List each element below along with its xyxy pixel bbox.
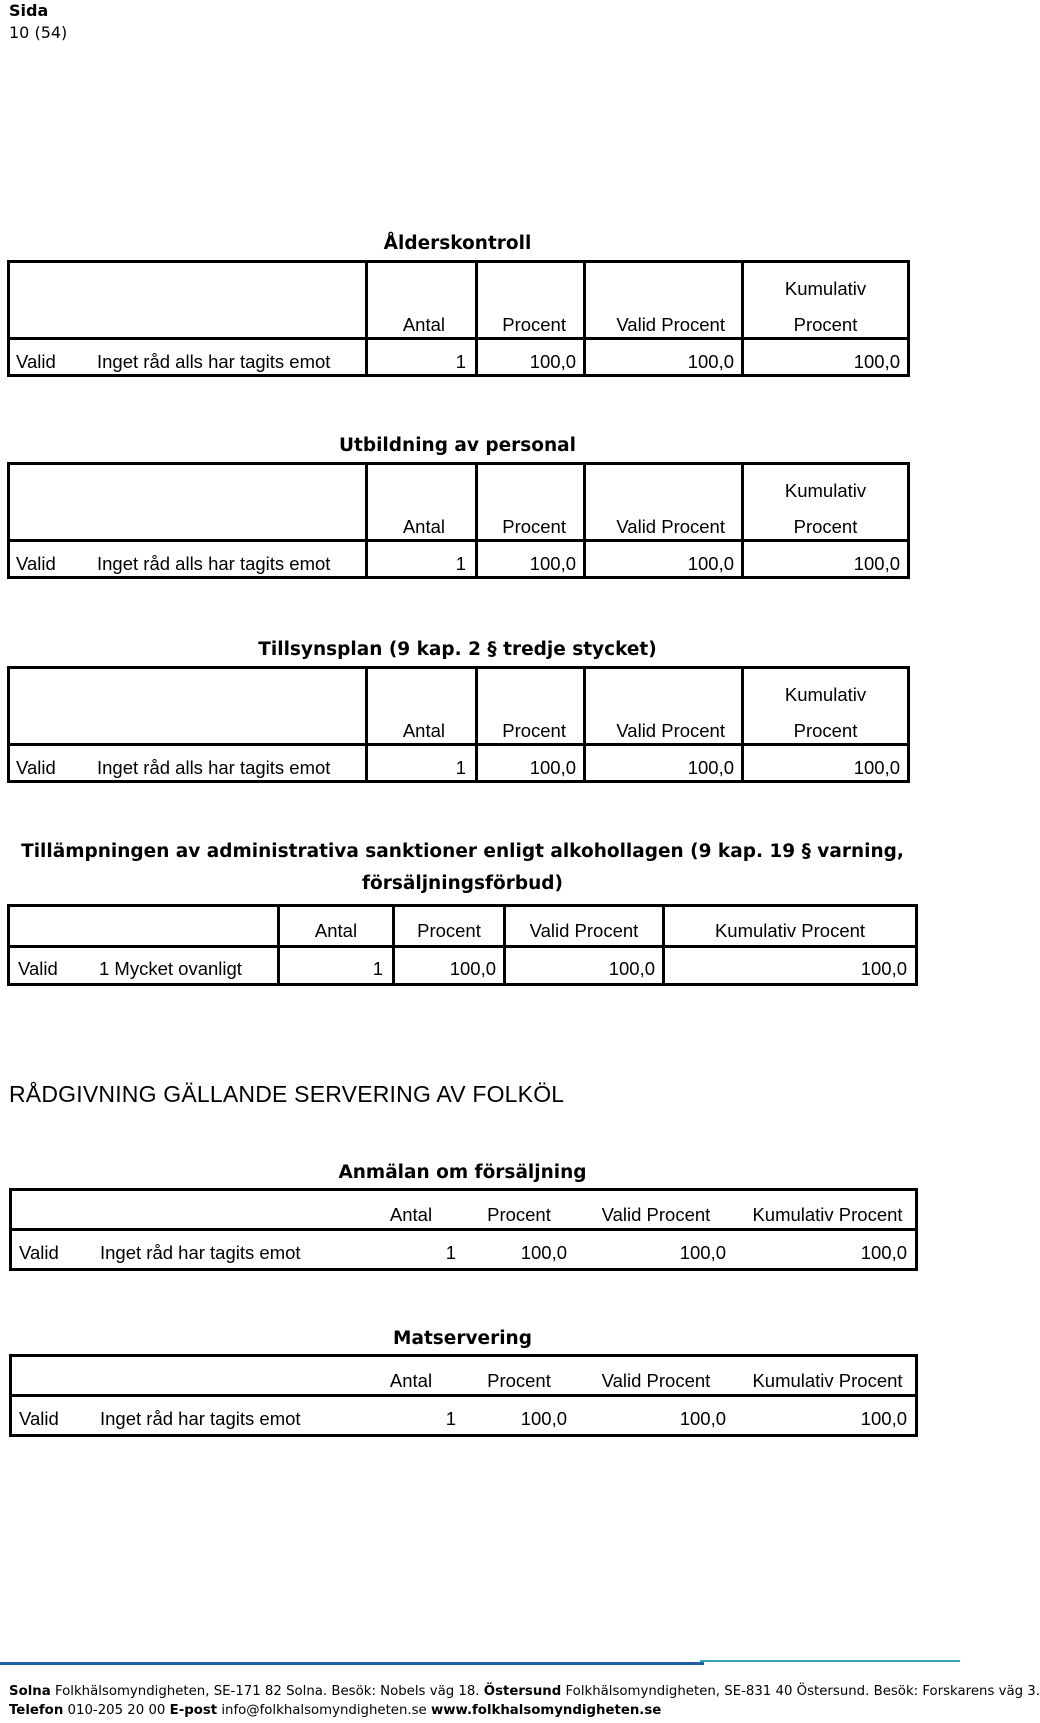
col-kumulativ-line2: Procent <box>793 516 858 537</box>
cell-valid-procent: 100,0 <box>687 757 734 778</box>
table-caption-line1: Tillämpningen av administrativa sanktioner enligt alkohollagen (9 kap. 19 § varning, <box>21 841 904 862</box>
table-caption: Anmälan om försäljning <box>338 1162 587 1183</box>
cell-kumulativ: 100,0 <box>853 351 900 372</box>
cell-antal: 1 <box>455 757 466 778</box>
row-category: Inget råd alls har tagits emot <box>97 757 331 778</box>
footer-phone: 010-205 20 00 <box>63 1703 170 1718</box>
table-sanktioner <box>0 838 960 998</box>
cell-valid-procent: 100,0 <box>687 553 734 574</box>
footer-address <box>9 1683 1040 1701</box>
col-valid-procent: Valid Procent <box>616 314 725 335</box>
footer-solna-address: Folkhälsomyndigheten, SE-171 82 Solna. Besök: Nobels väg 18. <box>50 1684 484 1699</box>
cell-procent: 100,0 <box>449 958 496 979</box>
cell-procent: 100,0 <box>520 1242 567 1263</box>
cell-kumulativ: 100,0 <box>853 757 900 778</box>
row-category: 1 Mycket ovanligt <box>99 958 242 979</box>
col-procent: Procent <box>487 1204 551 1225</box>
cell-antal: 1 <box>445 1408 456 1429</box>
cell-kumulativ: 100,0 <box>860 958 907 979</box>
table-anmalan <box>0 1159 960 1274</box>
cell-valid-procent: 100,0 <box>679 1242 726 1263</box>
table-utbildning <box>0 432 960 582</box>
table-caption: Tillsynsplan (9 kap. 2 § tredje stycket) <box>258 639 657 660</box>
table-tillsynsplan <box>0 636 960 786</box>
footer-email-label: E-post <box>169 1703 218 1718</box>
cell-antal: 1 <box>455 351 466 372</box>
footer-website[interactable]: www.folkhalsomyndigheten.se <box>430 1703 662 1718</box>
col-procent: Procent <box>417 920 481 941</box>
col-kumulativ-line1: Kumulativ <box>784 480 867 501</box>
cell-valid-procent: 100,0 <box>608 958 655 979</box>
section-heading: RÅDGIVNING GÄLLANDE SERVERING AV FOLKÖL <box>9 1081 565 1107</box>
row-label: Valid <box>16 553 56 574</box>
col-procent: Procent <box>502 314 566 335</box>
col-antal: Antal <box>389 1370 433 1391</box>
footer-ostersund-address: Folkhälsomyndigheten, SE-831 40 Östersund. Besök: Forskarens väg 3. <box>561 1684 1040 1699</box>
cell-procent: 100,0 <box>529 757 576 778</box>
table-caption-line2: försäljningsförbud) <box>362 873 563 894</box>
col-antal: Antal <box>402 720 445 741</box>
col-kumulativ-procent: Kumulativ Procent <box>752 1370 903 1391</box>
page-header-title: Sida <box>9 1 49 20</box>
row-category: Inget råd alls har tagits emot <box>97 351 331 372</box>
cell-antal: 1 <box>445 1242 456 1263</box>
footer-city-ostersund: Östersund <box>483 1684 562 1699</box>
col-kumulativ-procent: Kumulativ Procent <box>752 1204 903 1225</box>
cell-valid-procent: 100,0 <box>679 1408 726 1429</box>
col-valid-procent: Valid Procent <box>529 920 639 941</box>
col-kumulativ-line2: Procent <box>793 720 858 741</box>
col-antal: Antal <box>402 314 445 335</box>
col-kumulativ-line1: Kumulativ <box>784 278 867 299</box>
row-category: Inget råd har tagits emot <box>100 1408 301 1429</box>
col-valid-procent: Valid Procent <box>601 1204 711 1225</box>
table-caption: Ålderskontroll <box>383 233 532 254</box>
footer-rule-teal <box>700 1660 960 1662</box>
footer-contact <box>9 1702 661 1720</box>
col-antal: Antal <box>402 516 445 537</box>
col-kumulativ-line1: Kumulativ <box>784 684 867 705</box>
page-header <box>9 0 67 44</box>
col-kumulativ-line2: Procent <box>793 314 858 335</box>
cell-kumulativ: 100,0 <box>853 553 900 574</box>
footer-email[interactable]: info@folkhalsomyndigheten.se <box>217 1703 431 1718</box>
table-caption: Matservering <box>393 1328 532 1349</box>
cell-procent: 100,0 <box>529 351 576 372</box>
cell-antal: 1 <box>372 958 383 979</box>
row-label: Valid <box>16 351 56 372</box>
footer-city-solna: Solna <box>9 1684 51 1699</box>
col-procent: Procent <box>487 1370 551 1391</box>
footer-rule-blue <box>0 1662 704 1665</box>
cell-procent: 100,0 <box>520 1408 567 1429</box>
cell-antal: 1 <box>455 553 466 574</box>
cell-procent: 100,0 <box>529 553 576 574</box>
col-procent: Procent <box>502 720 566 741</box>
col-kumulativ-procent: Kumulativ Procent <box>714 920 866 941</box>
row-category: Inget råd har tagits emot <box>100 1242 301 1263</box>
row-label: Valid <box>19 1242 59 1263</box>
col-procent: Procent <box>502 516 566 537</box>
footer-phone-label: Telefon <box>9 1703 64 1718</box>
page-number: 10 (54) <box>9 23 68 42</box>
cell-valid-procent: 100,0 <box>687 351 734 372</box>
row-label: Valid <box>19 1408 59 1429</box>
row-category: Inget råd alls har tagits emot <box>97 553 331 574</box>
col-antal: Antal <box>314 920 358 941</box>
col-valid-procent: Valid Procent <box>616 720 725 741</box>
cell-kumulativ: 100,0 <box>860 1242 907 1263</box>
table-caption: Utbildning av personal <box>338 435 576 456</box>
table-alderskontroll <box>0 230 960 380</box>
col-valid-procent: Valid Procent <box>616 516 725 537</box>
row-label: Valid <box>16 757 56 778</box>
col-valid-procent: Valid Procent <box>601 1370 711 1391</box>
row-label: Valid <box>18 958 58 979</box>
col-antal: Antal <box>389 1204 433 1225</box>
cell-kumulativ: 100,0 <box>860 1408 907 1429</box>
table-matservering <box>0 1325 960 1440</box>
